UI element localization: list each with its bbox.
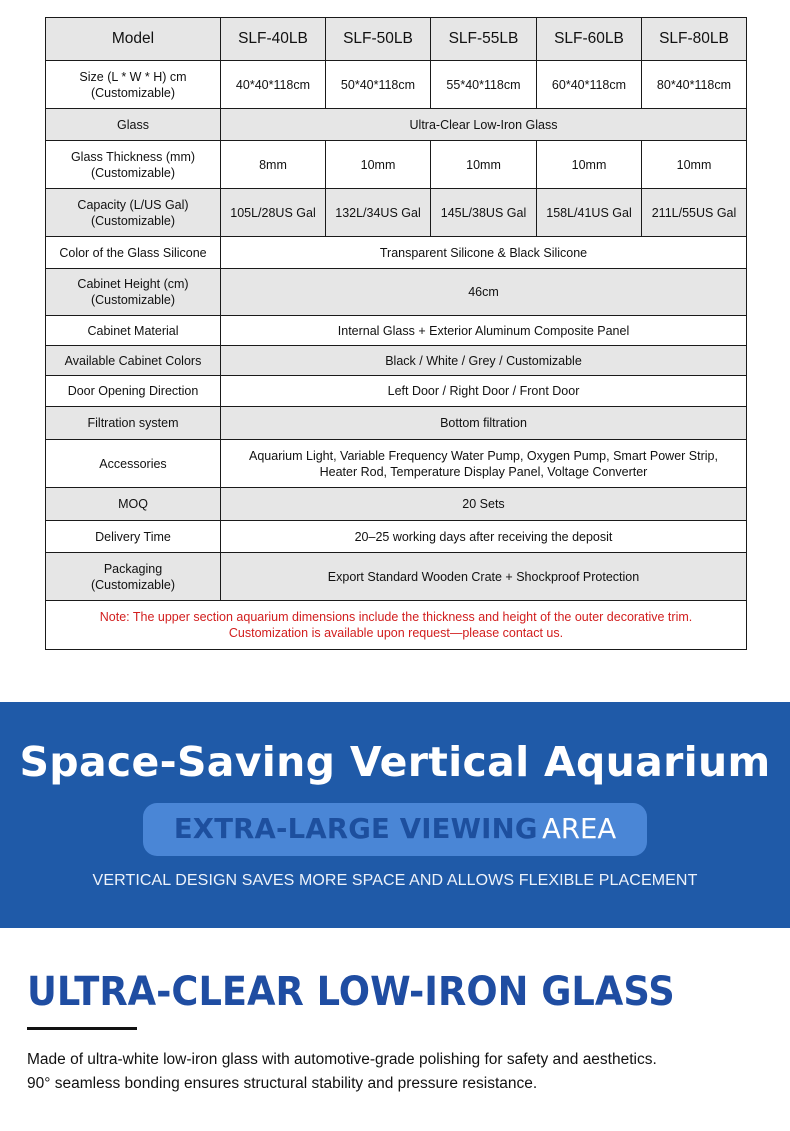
title-underline bbox=[27, 1027, 137, 1030]
cell-value: 8mm bbox=[221, 141, 326, 189]
glass-description-line: 90° seamless bonding ensures structural stability and pressure resistance. bbox=[27, 1075, 538, 1092]
row-label: Color of the Glass Silicone bbox=[46, 237, 221, 269]
cell-value: Export Standard Wooden Crate + Shockproof Protection bbox=[221, 553, 747, 601]
cell-value: 10mm bbox=[431, 141, 537, 189]
table-row-capacity bbox=[46, 189, 747, 237]
cell-value: Bottom filtration bbox=[221, 407, 747, 440]
row-label: Cabinet Height (cm) (Customizable) bbox=[46, 269, 221, 316]
cell-value: Left Door / Right Door / Front Door bbox=[221, 376, 747, 407]
cell-value: 158L/41US Gal bbox=[537, 189, 642, 237]
table-row-moq bbox=[46, 488, 747, 521]
cell-value: 40*40*118cm bbox=[221, 61, 326, 109]
glass-description-line: Made of ultra-white low-iron glass with automotive-grade polishing for safety and aesthetics. bbox=[27, 1051, 657, 1068]
pill-strong-text: EXTRA-LARGE VIEWING bbox=[173, 813, 538, 845]
row-label: Packaging (Customizable) bbox=[46, 553, 221, 601]
row-label: MOQ bbox=[46, 488, 221, 521]
table-row-cabinet-material bbox=[46, 316, 747, 346]
banner-subtitle: VERTICAL DESIGN SAVES MORE SPACE AND ALLOWS FLEXIBLE PLACEMENT bbox=[92, 872, 698, 889]
row-label: Available Cabinet Colors bbox=[46, 346, 221, 376]
model-header: SLF-60LB bbox=[537, 18, 642, 61]
viewing-area-pill bbox=[143, 803, 647, 856]
cell-value: Internal Glass + Exterior Aluminum Composite Panel bbox=[221, 316, 747, 346]
table-row-size bbox=[46, 61, 747, 109]
model-header: SLF-40LB bbox=[221, 18, 326, 61]
row-label: Door Opening Direction bbox=[46, 376, 221, 407]
model-header: SLF-80LB bbox=[642, 18, 747, 61]
cell-value: Ultra-Clear Low-Iron Glass bbox=[221, 109, 747, 141]
row-label: Filtration system bbox=[46, 407, 221, 440]
row-label: Cabinet Material bbox=[46, 316, 221, 346]
table-row-delivery bbox=[46, 521, 747, 553]
cell-value: Transparent Silicone & Black Silicone bbox=[221, 237, 747, 269]
feature-banner bbox=[0, 702, 790, 928]
table-row-note bbox=[46, 601, 747, 650]
cell-value: 105L/28US Gal bbox=[221, 189, 326, 237]
row-label: Size (L * W * H) cm (Customizable) bbox=[46, 61, 221, 109]
table-note: Note: The upper section aquarium dimensions include the thickness and height of the outer decorative trim. Customization is available upon request—please contact us. bbox=[46, 601, 747, 650]
table-row-glass bbox=[46, 109, 747, 141]
cell-value: Aquarium Light, Variable Frequency Water Pump, Oxygen Pump, Smart Power Strip, Heater Rod, Temperature Display Panel, Voltage Converter bbox=[221, 440, 747, 488]
model-header: SLF-50LB bbox=[326, 18, 431, 61]
model-header: SLF-55LB bbox=[431, 18, 537, 61]
cell-value: Black / White / Grey / Customizable bbox=[221, 346, 747, 376]
banner-title: Space-Saving Vertical Aquarium bbox=[19, 738, 771, 786]
table-row-packaging bbox=[46, 553, 747, 601]
cell-value: 20 Sets bbox=[221, 488, 747, 521]
row-label: Capacity (L/US Gal) (Customizable) bbox=[46, 189, 221, 237]
table-row-thickness bbox=[46, 141, 747, 189]
cell-value: 60*40*118cm bbox=[537, 61, 642, 109]
glass-section-title: ULTRA-CLEAR LOW-IRON GLASS bbox=[27, 969, 675, 1015]
row-label: Glass Thickness (mm) (Customizable) bbox=[46, 141, 221, 189]
table-row-silicone bbox=[46, 237, 747, 269]
row-label: Delivery Time bbox=[46, 521, 221, 553]
spec-table bbox=[45, 17, 747, 650]
cell-value: 10mm bbox=[642, 141, 747, 189]
row-label: Glass bbox=[46, 109, 221, 141]
cell-value: 50*40*118cm bbox=[326, 61, 431, 109]
cell-value: 132L/34US Gal bbox=[326, 189, 431, 237]
cell-value: 211L/55US Gal bbox=[642, 189, 747, 237]
cell-value: 20–25 working days after receiving the deposit bbox=[221, 521, 747, 553]
glass-description bbox=[27, 1048, 667, 1096]
cell-value: 10mm bbox=[326, 141, 431, 189]
pill-light-text: AREA bbox=[542, 813, 617, 845]
cell-value: 46cm bbox=[221, 269, 747, 316]
table-row-accessories bbox=[46, 440, 747, 488]
table-row-filtration bbox=[46, 407, 747, 440]
table-row-cabinet-height bbox=[46, 269, 747, 316]
table-row-cabinet-colors bbox=[46, 346, 747, 376]
cell-value: 80*40*118cm bbox=[642, 61, 747, 109]
cell-value: 10mm bbox=[537, 141, 642, 189]
row-label: Accessories bbox=[46, 440, 221, 488]
table-row-door bbox=[46, 376, 747, 407]
cell-value: 145L/38US Gal bbox=[431, 189, 537, 237]
table-header-row bbox=[46, 18, 747, 61]
cell-value: 55*40*118cm bbox=[431, 61, 537, 109]
header-label: Model bbox=[46, 18, 221, 61]
